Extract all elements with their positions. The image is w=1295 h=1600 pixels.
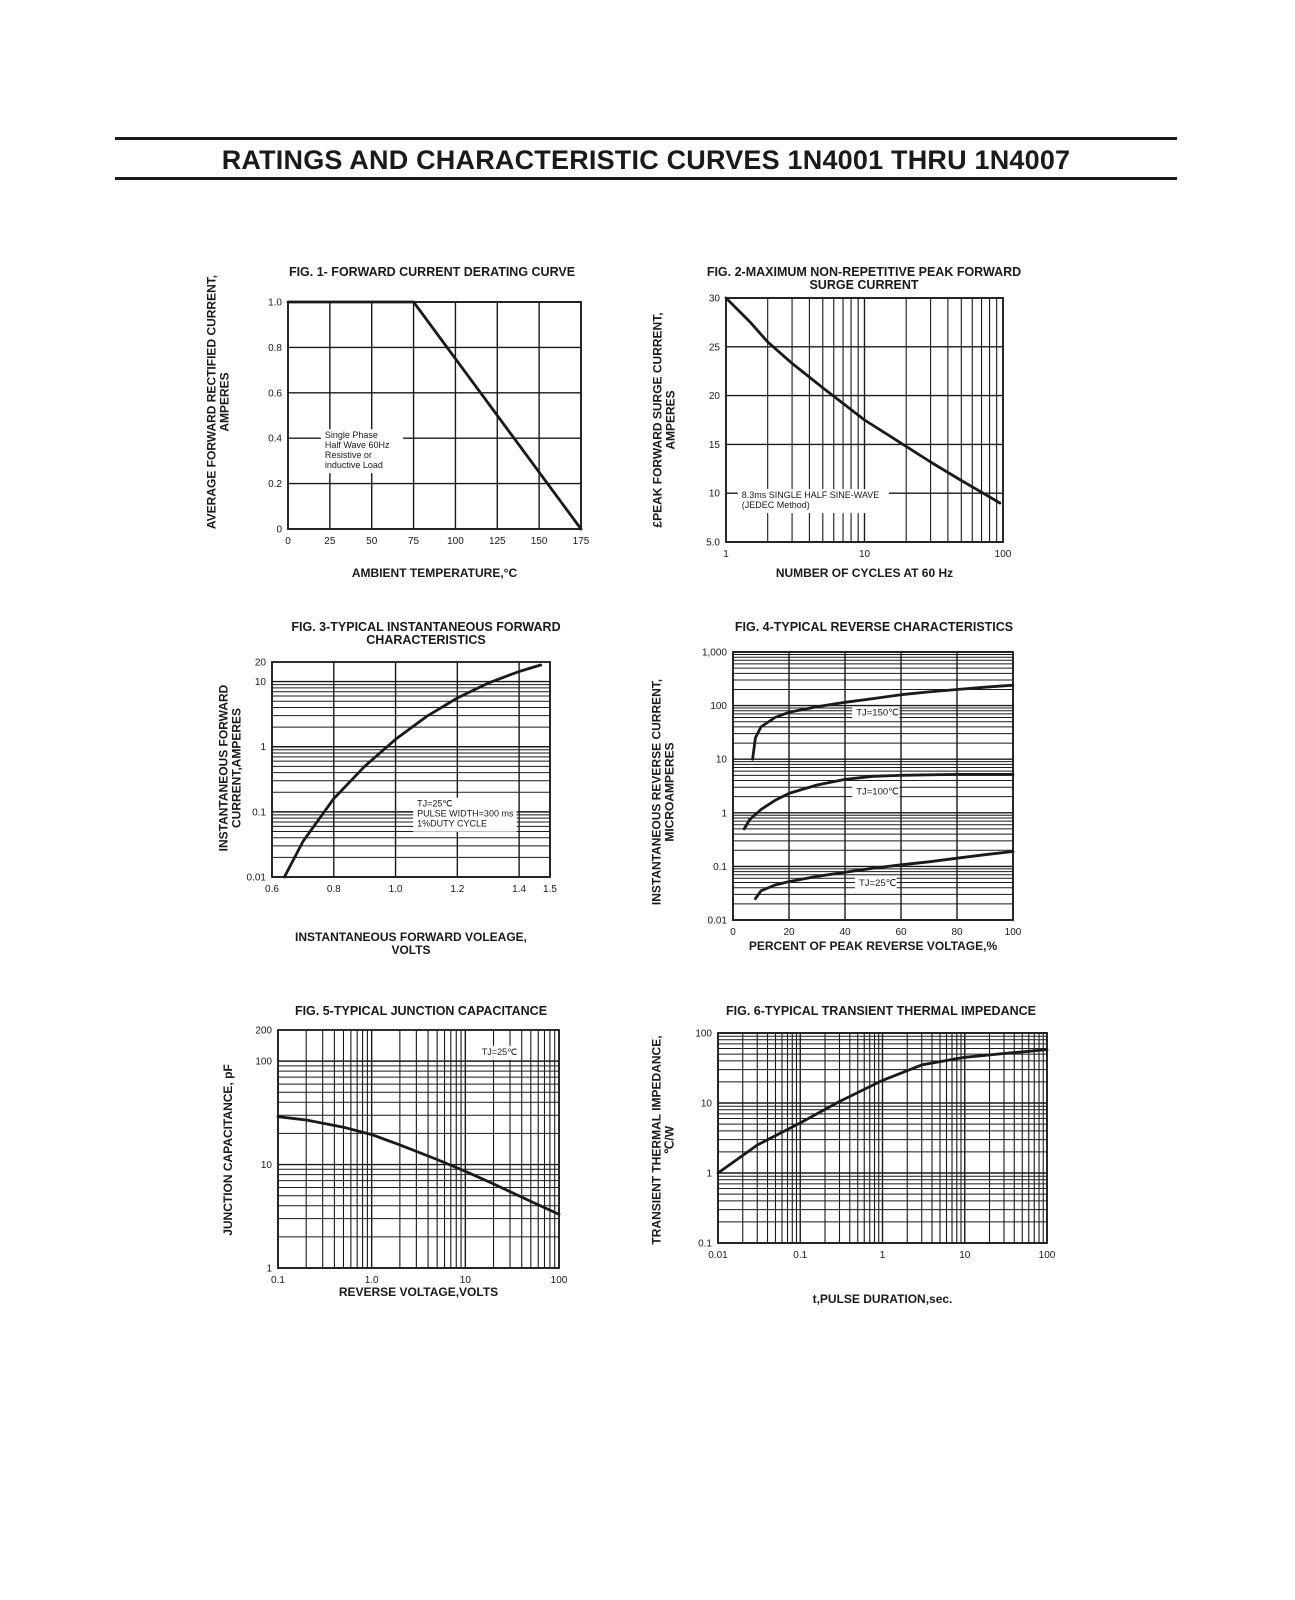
y-tick-label: 0.1	[713, 861, 727, 873]
y-tick-label: 10	[260, 1160, 272, 1172]
chart-title: FIG. 4-TYPICAL REVERSE CHARACTERISTICS	[734, 620, 1014, 634]
chart-title: FIG. 3-TYPICAL INSTANTANEOUS FORWARD	[291, 620, 561, 634]
annotation-text: (JEDEC Method)	[741, 500, 810, 511]
y-axis-label: £PEAK FORWARD SURGE CURRENT,	[650, 312, 665, 528]
page-title: RATINGS AND CHARACTERISTIC CURVES 1N4001 THRU 1N4007	[221, 145, 1071, 175]
y-axis-label: TRANSIENT THERMAL IMPEDANCE,	[649, 1035, 664, 1245]
x-tick-label: 0.8	[326, 884, 341, 895]
x-tick-label: 125	[488, 536, 506, 547]
y-tick-label: 100	[710, 701, 727, 713]
y-axis-label: AVERAGE FORWARD RECTIFIED CURRENT,	[204, 274, 219, 530]
annotation-text: TJ=25℃	[481, 1046, 518, 1057]
x-tick-label: 0.01	[708, 1250, 728, 1261]
y-tick-label: 25	[708, 342, 720, 354]
chart-title: FIG. 5-TYPICAL JUNCTION CAPACITANCE	[294, 1004, 548, 1018]
grid	[278, 1030, 559, 1268]
x-tick-label: 100	[550, 1275, 568, 1286]
x-tick-label: 10	[959, 1250, 971, 1261]
y-tick-label: 1	[721, 808, 727, 820]
x-tick-label: 175	[572, 536, 590, 547]
y-tick-label: 5.0	[706, 537, 720, 549]
y-tick-label: 20	[254, 657, 266, 669]
y-tick-label: 30	[708, 293, 720, 305]
y-tick-label: 10	[708, 488, 720, 500]
y-tick-label: 1,000	[701, 647, 727, 659]
x-tick-label: 10	[459, 1275, 471, 1286]
x-tick-label: 80	[951, 927, 963, 938]
y-tick-label: 0.8	[268, 342, 282, 354]
x-tick-label: 0.1	[271, 1275, 285, 1286]
y-tick-label: 0.6	[268, 388, 282, 400]
series-label: TJ=25℃	[859, 878, 897, 890]
annotation-text: TJ=25℃	[417, 798, 453, 809]
y-axis-label: JUNCTION CAPACITANCE, pF	[221, 1064, 235, 1236]
annotation-text: inductive Load	[324, 460, 383, 471]
plot-frame	[272, 662, 550, 877]
chart-fig6	[650, 1004, 1056, 1306]
annotation-text: Single Phase	[324, 430, 378, 441]
x-tick-label: 100	[994, 549, 1012, 560]
x-axis-label: VOLTS	[391, 943, 431, 957]
x-tick-label: 0.1	[793, 1250, 808, 1261]
x-tick-label: 25	[324, 536, 336, 547]
x-tick-label: 1	[723, 549, 729, 560]
y-tick-label: 100	[255, 1056, 272, 1068]
chart-title: FIG. 1- FORWARD CURRENT DERATING CURVE	[288, 265, 576, 279]
series-line	[284, 665, 540, 877]
y-tick-label: 1	[706, 1168, 712, 1180]
x-tick-label: 20	[783, 927, 795, 938]
x-tick-label: 0.6	[265, 884, 279, 895]
y-tick-label: 10	[700, 1098, 712, 1110]
series-label: TJ=150℃	[856, 707, 899, 719]
x-tick-label: 0	[285, 536, 291, 547]
y-axis-label: ℃/W	[662, 1125, 677, 1155]
y-tick-label: 1.0	[268, 297, 282, 309]
series-line	[288, 302, 581, 529]
y-tick-label: 0.2	[268, 479, 282, 491]
y-axis-label: INSTANTANEOUS REVERSE CURRENT,	[649, 678, 664, 906]
chart-fig5	[221, 1004, 568, 1299]
y-axis-label: INSTANTANEOUS FORWARD	[216, 684, 231, 852]
annotation-text: 1%DUTY CYCLE	[417, 818, 488, 829]
x-axis-label: REVERSE VOLTAGE,VOLTS	[338, 1285, 499, 1299]
chart-fig4	[650, 620, 1022, 953]
y-tick-label: 0.01	[707, 915, 727, 927]
y-tick-label: 10	[254, 677, 266, 689]
x-tick-label: 75	[408, 536, 420, 547]
x-tick-label: 60	[895, 927, 907, 938]
grid	[718, 1033, 1047, 1243]
x-axis-label: PERCENT OF PEAK REVERSE VOLTAGE,%	[748, 939, 998, 953]
annotation-text: PULSE WIDTH=300 ms	[417, 808, 514, 819]
chart-fig2	[651, 265, 1022, 580]
x-tick-label: 100	[447, 536, 464, 547]
x-tick-label: 10	[858, 549, 871, 560]
chart-fig3	[217, 620, 561, 957]
y-axis-label: AMPERES	[663, 390, 678, 450]
x-tick-label: 1	[879, 1250, 886, 1261]
y-axis-label: MICROAMPERES	[662, 742, 677, 842]
grid	[288, 302, 581, 529]
annotation-text: 8.3ms SINGLE HALF SINE-WAVE	[741, 490, 880, 501]
y-tick-label: 0.1	[698, 1238, 712, 1250]
series-line	[726, 298, 1000, 503]
chart-title: FIG. 6-TYPICAL TRANSIENT THERMAL IMPEDANCE	[726, 1004, 1036, 1018]
x-tick-label: 1.2	[450, 884, 465, 895]
series-line	[278, 1117, 559, 1215]
chart-fig1	[205, 265, 590, 580]
chart-title: SURGE CURRENT	[809, 278, 919, 292]
y-tick-label: 200	[255, 1025, 272, 1037]
x-axis-label: AMBIENT TEMPERATURE,°C	[351, 566, 518, 580]
x-tick-label: 1.0	[388, 884, 403, 895]
y-tick-label: 20	[708, 391, 720, 403]
y-tick-label: 1	[260, 742, 266, 754]
y-tick-label: 1	[266, 1263, 272, 1275]
y-axis-label: AMPERES	[217, 372, 232, 432]
annotation-text: Resistive or	[324, 450, 372, 461]
x-axis-label: NUMBER OF CYCLES AT 60 Hz	[775, 566, 954, 580]
annotation-text: Half Wave 60Hz	[324, 440, 390, 451]
x-tick-label: 50	[366, 536, 378, 547]
x-tick-label: 1.5	[543, 884, 557, 895]
x-tick-label: 1.4	[512, 884, 527, 895]
x-axis-label: t,PULSE DURATION,sec.	[812, 1292, 953, 1306]
y-tick-label: 0.4	[268, 433, 282, 445]
x-tick-label: 100	[1038, 1250, 1056, 1261]
y-tick-label: 0.01	[246, 872, 266, 884]
y-axis-label: CURRENT,AMPERES	[229, 707, 244, 829]
x-axis-label: INSTANTANEOUS FORWARD VOLEAGE,	[294, 930, 528, 944]
chart-title: CHARACTERISTICS	[366, 633, 486, 647]
y-tick-label: 100	[695, 1028, 712, 1040]
x-tick-label: 40	[839, 927, 851, 938]
series-label: TJ=100℃	[856, 786, 899, 798]
chart-title: FIG. 2-MAXIMUM NON-REPETITIVE PEAK FORWARD	[706, 265, 1022, 279]
x-tick-label: 1.0	[364, 1275, 379, 1286]
x-tick-label: 100	[1004, 927, 1022, 938]
grid	[272, 662, 550, 877]
y-tick-label: 10	[715, 754, 727, 766]
x-tick-label: 0	[730, 927, 736, 938]
plot-frame	[288, 302, 581, 529]
y-tick-label: 15	[708, 439, 720, 451]
x-tick-label: 150	[530, 536, 548, 547]
y-tick-label: 0.1	[252, 807, 266, 819]
y-tick-label: 0	[276, 524, 282, 536]
